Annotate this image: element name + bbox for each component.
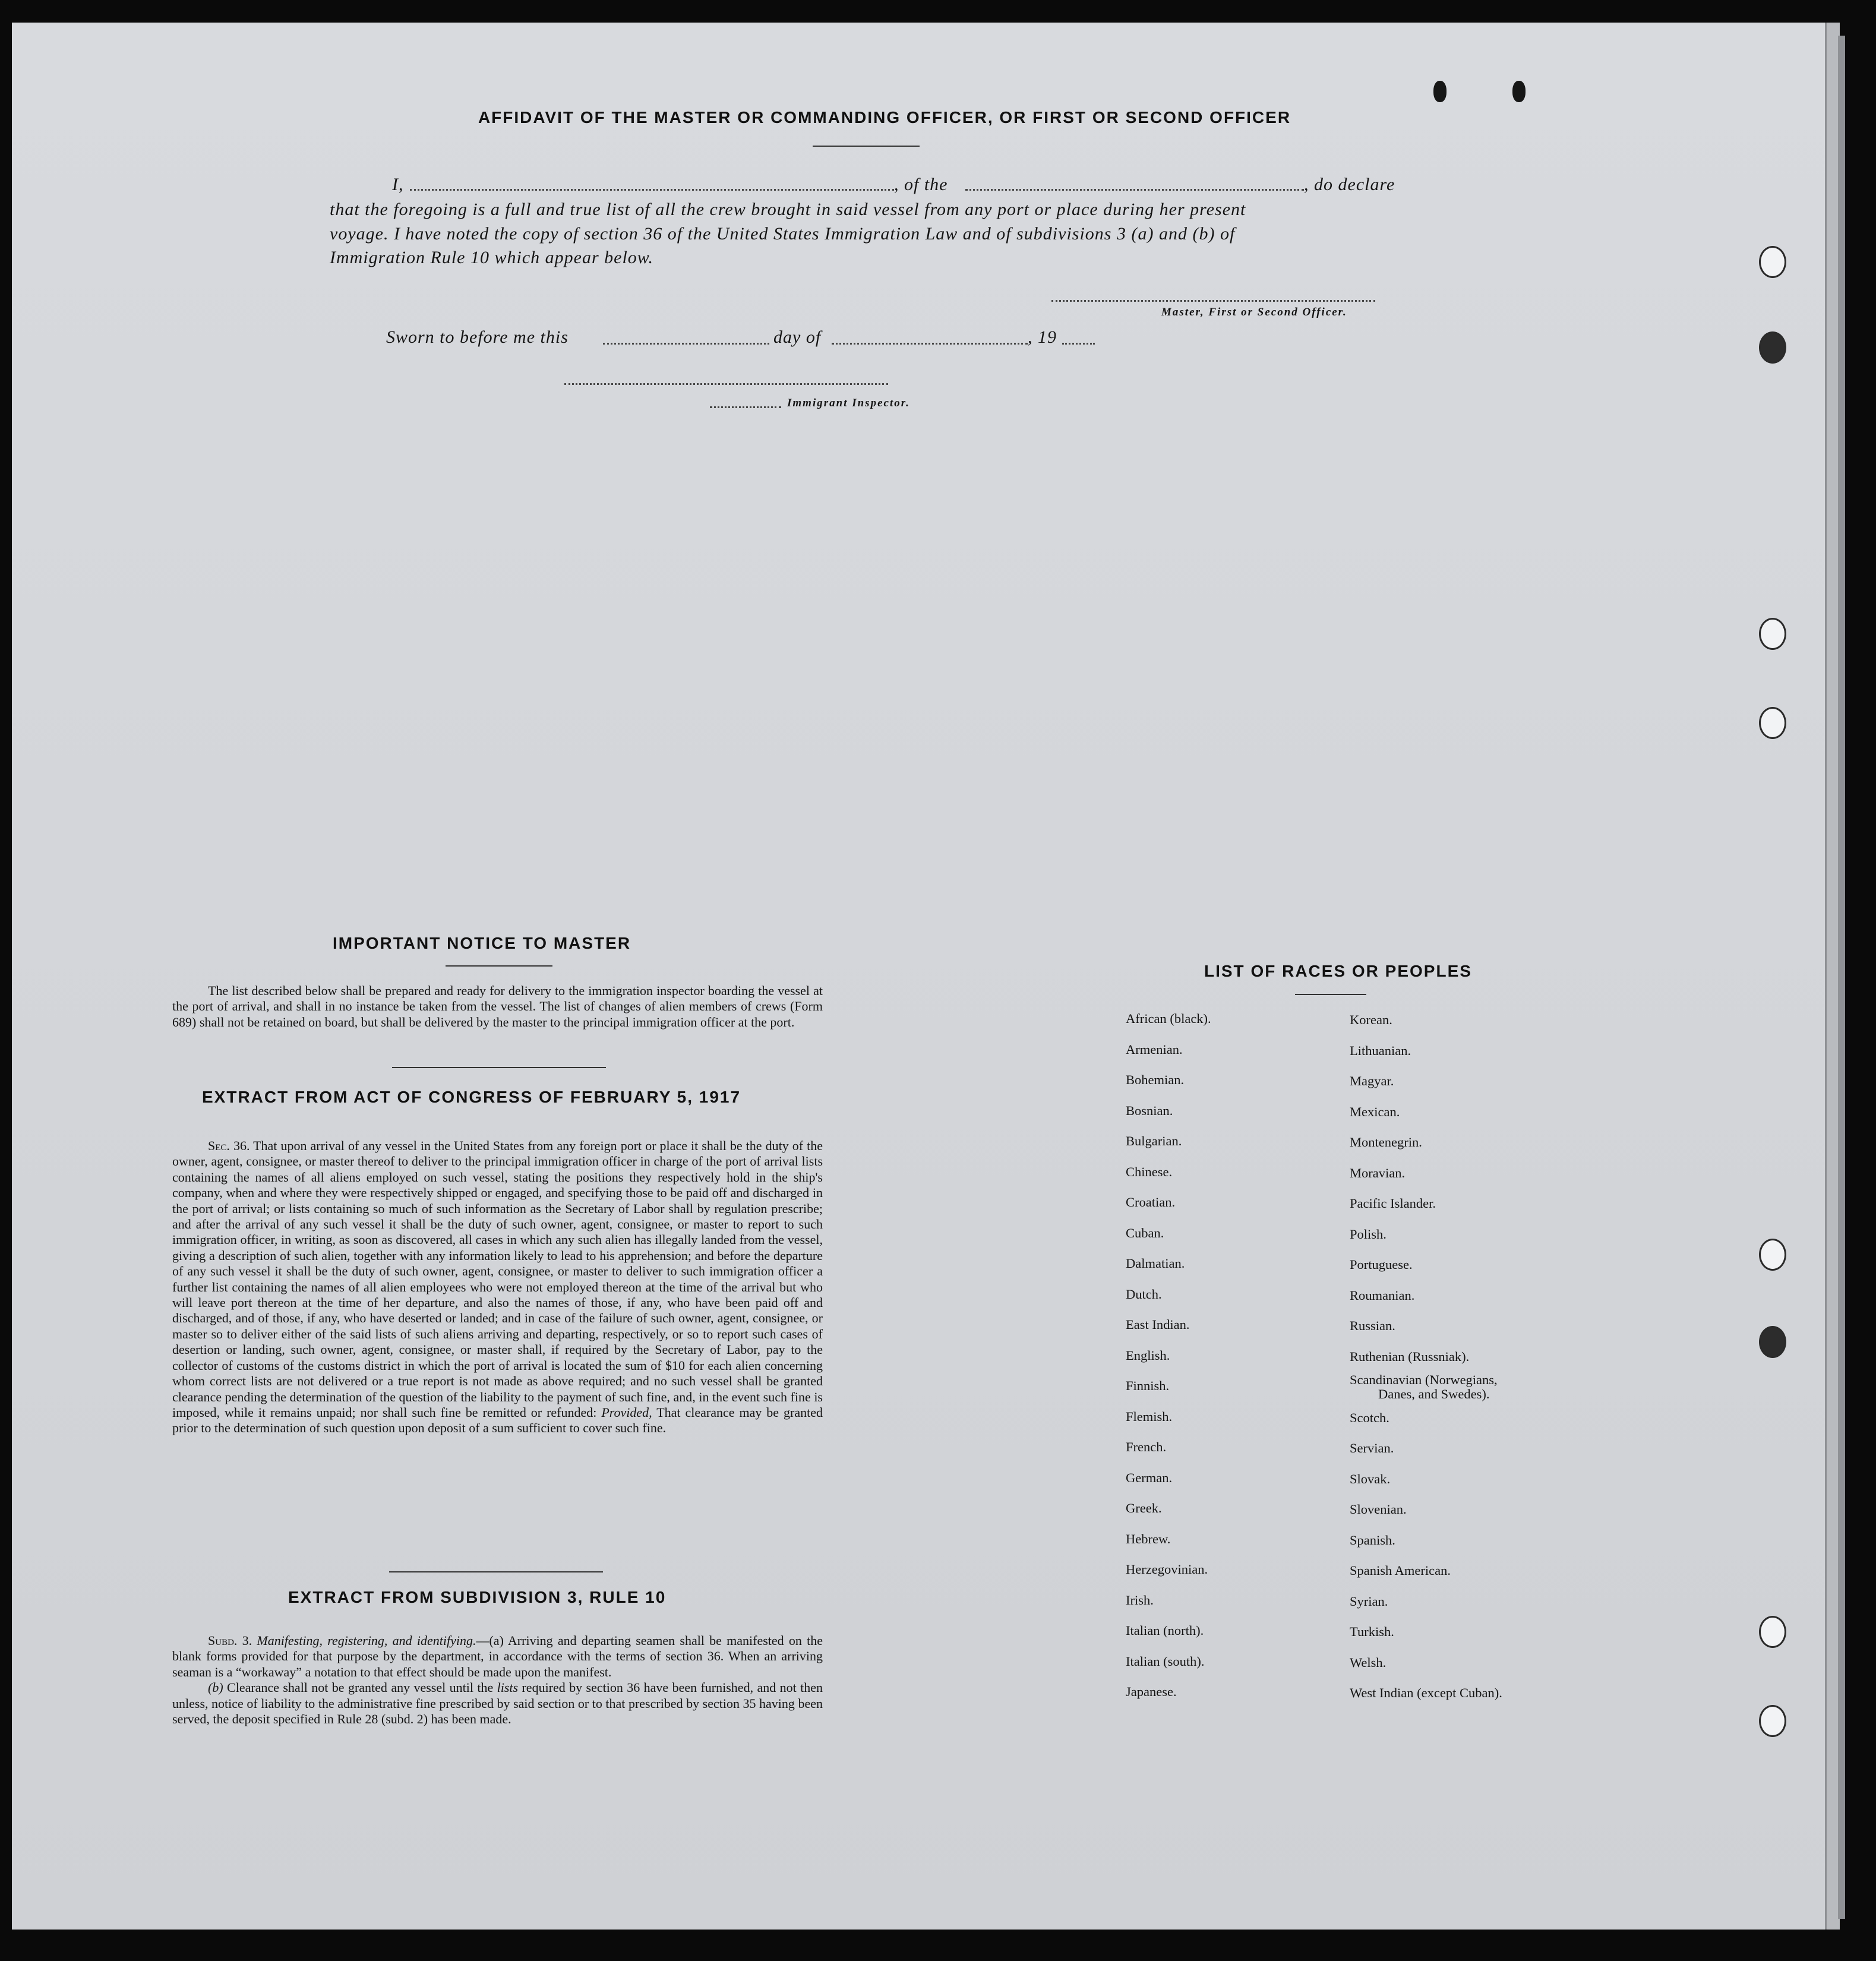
race-item: Korean.	[1350, 1012, 1392, 1027]
binder-hole	[1759, 246, 1786, 278]
race-item: Pacific Islander.	[1350, 1196, 1436, 1211]
race-item: Welsh.	[1350, 1654, 1387, 1670]
rule-title: EXTRACT FROM SUBDIVISION 3, RULE 10	[288, 1588, 667, 1606]
act-body-start: That upon arrival of any vessel in the United States from any foreign port or place it shall be the duty of the owner, agent, consignee, or master thereof to deliver to the principal immigration officer in charge of the port of arrival lists containing the names of all aliens employed on such vessel, stating the positions they respectively hold in the ship's company, when and where they were respectively shipped or engaged, and specifying those to be paid off and discharged in the port of arrival; or lists containing so much of such information as the Secretary of Labor shall by regulation prescribe; and after the arrival of any such vessel it shall be the duty of such owner, agent, consignee, or master to report to such immigration officer, in writing, as soon as discovered, all cases in which any such alien has illegally landed from the vessel, giving a description of such alien, together with any information likely to lead to his apprehension; and before the departure of any such vessel it shall be the duty of such owner, agent, consignee, or master to deliver to such immigration officer a further list containing the names of all alien employees who were not employed thereon at the time of the arrival but who will leave port thereon at the time of her departure, and also the names of those, if any, who have been paid off and discharged, and of those, if any, who have deserted or landed; and in case of the failure of such owner, agent, consignee, or master so to deliver either of the said lists of such aliens arriving and departing, respectively, or so to report such cases of desertion or landing, such owner, agent, consignee, or master shall, if required by the Secretary of Labor, pay to the collector of customs of the customs district in which the port of arrival is located the sum of $10 for each alien concerning whom correct lists are not delivered or a true report is not made as above required; and no such vessel shall be granted clearance pending the determination of the question of the liability to the payment of such fine, and, in the event such fine is imposed, while it remains unpaid; nor shall such fine be remitted or refunded:	[172, 1138, 823, 1420]
race-item: Finnish.	[1126, 1378, 1170, 1393]
race-item: Spanish.	[1350, 1532, 1395, 1548]
affidavit-title: AFFIDAVIT OF THE MASTER OR COMMANDING OFFICER, OR FIRST OR SECOND OFFICER	[478, 108, 1291, 127]
race-item: Spanish American.	[1350, 1563, 1451, 1578]
race-item: English.	[1126, 1347, 1170, 1363]
race-item: Dalmatian.	[1126, 1256, 1185, 1271]
act-title: EXTRACT FROM ACT OF CONGRESS OF FEBRUARY 5, 1917	[202, 1088, 741, 1106]
race-item: Ruthenian (Russniak).	[1350, 1349, 1470, 1364]
race-item: Italian (north).	[1126, 1623, 1204, 1638]
master-caption: Master, First or Second Officer.	[1161, 306, 1347, 318]
sworn-month-blank[interactable]	[832, 343, 1028, 345]
race-item: Japanese.	[1126, 1684, 1177, 1699]
rule-para-b-lists: lists	[497, 1680, 519, 1695]
punch-mark	[1512, 81, 1526, 102]
race-item: Moravian.	[1350, 1165, 1406, 1180]
race-item: Syrian.	[1350, 1593, 1388, 1609]
rule-subd-heading: Manifesting, registering, and identifying.	[257, 1633, 476, 1648]
race-item: East Indian.	[1126, 1317, 1190, 1332]
race-item: Cuban.	[1126, 1225, 1164, 1240]
notice-title: IMPORTANT NOTICE TO MASTER	[333, 934, 631, 952]
race-item: Croatian.	[1126, 1195, 1176, 1210]
vessel-blank[interactable]	[965, 189, 1304, 191]
race-item: Flemish.	[1126, 1409, 1173, 1424]
rule-subd-label: Subd. 3.	[208, 1633, 252, 1648]
rule-body	[172, 1633, 823, 1727]
punch-mark	[1433, 81, 1447, 102]
inspector-caption-lead	[710, 406, 781, 408]
affidavit-of-the: , of the	[894, 175, 948, 194]
affidavit-declare: , do declare	[1304, 175, 1395, 194]
races-right-list	[1350, 1005, 1502, 1709]
act-body	[172, 1138, 823, 1436]
race-item: Hebrew.	[1126, 1531, 1171, 1546]
race-item: Scotch.	[1350, 1410, 1389, 1425]
rule-para-a	[172, 1633, 823, 1680]
rule-para-b-1: Clearance shall not be granted any vessel until the	[223, 1680, 497, 1695]
name-blank[interactable]	[410, 189, 894, 191]
race-item-scandinavian: Scandinavian (Norwegians,	[1350, 1372, 1498, 1387]
act-section-label: Sec. 36.	[208, 1138, 250, 1153]
race-item: Bohemian.	[1126, 1072, 1185, 1087]
act-provided: Provided,	[601, 1404, 652, 1420]
binder-hole	[1759, 618, 1786, 650]
races-title: LIST OF RACES OR PEOPLES	[1204, 962, 1472, 980]
race-item: Lithuanian.	[1350, 1043, 1411, 1058]
affidavit-line2: that the foregoing is a full and true list of all the crew brought in said vessel from any port or place during her present	[330, 200, 1246, 219]
race-item: German.	[1126, 1470, 1173, 1485]
binder-hole	[1759, 1326, 1786, 1358]
race-item: Herzegovinian.	[1126, 1562, 1208, 1577]
race-item	[1350, 1372, 1502, 1403]
rule-para-a-text: —(a) Arriving and departing seamen shall be manifested on the blank forms provided for that purpose by the department, in accordance with the terms of section 36. When an arriving seaman is a “workaway” a notation to that effect should be made upon the manifest.	[172, 1633, 823, 1679]
sworn-year-blank[interactable]	[1062, 343, 1095, 345]
affidavit-i: I,	[392, 175, 404, 194]
race-item: Turkish.	[1350, 1624, 1394, 1639]
race-item: Roumanian.	[1350, 1287, 1415, 1303]
race-item: Mexican.	[1350, 1104, 1400, 1119]
race-item: Slovenian.	[1350, 1502, 1407, 1517]
race-item: French.	[1126, 1439, 1167, 1454]
act-body-end: That clearance may be granted prior to the determination of such question upon deposit of a sum sufficient to cover such fine.	[172, 1404, 823, 1436]
sworn-text: Sworn to before me this	[386, 327, 569, 347]
sworn-day-blank[interactable]	[603, 343, 769, 345]
race-item: Russian.	[1350, 1318, 1395, 1333]
races-rule	[1295, 994, 1366, 995]
binder-hole	[1759, 707, 1786, 739]
inspector-caption: Immigrant Inspector.	[787, 397, 910, 409]
race-item: Greek.	[1126, 1501, 1162, 1515]
race-item: Bulgarian.	[1126, 1133, 1182, 1148]
notice-divider	[392, 1067, 606, 1068]
race-item: Montenegrin.	[1350, 1135, 1422, 1150]
races-left-list	[1126, 1003, 1211, 1707]
race-item: Polish.	[1350, 1226, 1387, 1242]
race-item: Italian (south).	[1126, 1653, 1205, 1669]
race-item: Portuguese.	[1350, 1257, 1413, 1272]
affidavit-line3: voyage. I have noted the copy of section 36 of the United States Immigration Law and of subdivisions 3 (a) and (b) of	[330, 224, 1236, 244]
race-item: Servian.	[1350, 1441, 1394, 1455]
binder-hole	[1759, 331, 1786, 364]
race-item: Magyar.	[1350, 1073, 1394, 1088]
race-item: Irish.	[1126, 1592, 1154, 1608]
race-item: Chinese.	[1126, 1164, 1173, 1179]
race-item: West Indian (except Cuban).	[1350, 1685, 1502, 1700]
sheet-edge-shadow	[1838, 36, 1845, 1919]
day-of-text: day of	[773, 327, 822, 347]
race-item: Slovak.	[1350, 1471, 1391, 1486]
rule-para-b	[172, 1680, 823, 1727]
race-item: Armenian.	[1126, 1041, 1183, 1057]
rule-para-b-label: (b)	[208, 1680, 223, 1695]
notice-rule	[446, 965, 552, 967]
race-item-scandinavian-cont: Danes, and Swedes).	[1378, 1387, 1490, 1401]
binder-hole	[1759, 1616, 1786, 1648]
race-item: African (black).	[1126, 1011, 1211, 1026]
binder-hole	[1759, 1239, 1786, 1271]
rule-para-b-2: required by section 36 have been furnished, and not then unless, notice of liability to the administrative fine prescribed by said section or to that prescribed by section 35 having been served, the deposit specified in Rule 28 (subd. 2) has been made.	[172, 1680, 823, 1727]
year-prefix: , 19	[1028, 327, 1057, 347]
inspector-signature-line[interactable]	[564, 383, 888, 385]
title-rule	[813, 146, 920, 147]
notice-body: The list described below shall be prepared and ready for delivery to the immigration inspector boarding the vessel at the port of arrival, and shall in no instance be taken from the vessel. The list of changes of alien members of crews (Form 689) shall not be retained on board, but shall be delivered by the master to the principal immigration officer at the port.	[172, 983, 823, 1030]
race-item: Dutch.	[1126, 1286, 1162, 1302]
affidavit-line4: Immigration Rule 10 which appear below.	[330, 248, 654, 267]
master-signature-line[interactable]	[1051, 300, 1375, 302]
act-divider	[389, 1571, 603, 1572]
binder-hole	[1759, 1705, 1786, 1737]
race-item: Bosnian.	[1126, 1103, 1173, 1118]
